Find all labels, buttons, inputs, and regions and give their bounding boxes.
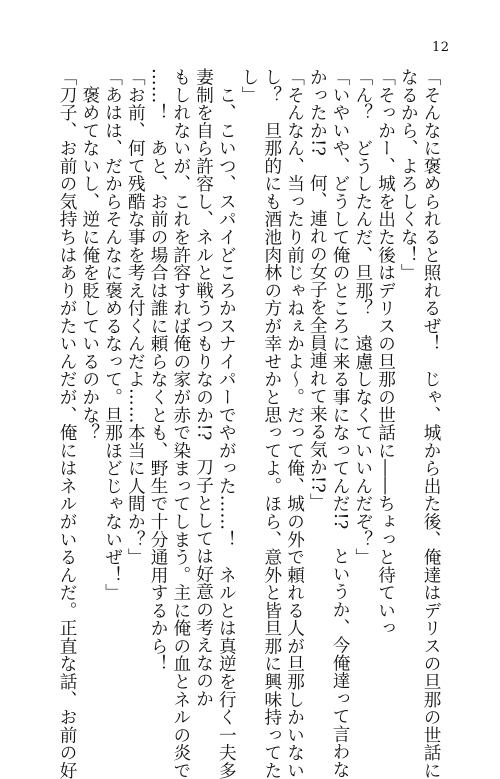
text-line: こ、こいつ、スパイどころかスナイパーでやがった……！ ネルとは真逆を行く一夫多	[216, 68, 237, 779]
page-number: 12	[432, 40, 450, 55]
text-line: 「そんなん、当ったり前じゃねぇかよ～。だって俺、城の外で頼れる人が旦那しかいない	[284, 68, 305, 779]
text-line: ……！ あと、お前の場合は誰に頼らなくとも、野生で十分通用するから！	[148, 68, 168, 673]
text-line: 「いやいや、どうして俺のところに来る事になってんだ!? というか、今俺達って言わな	[330, 68, 350, 779]
text-line: し」	[239, 68, 259, 104]
text-line: 「ん？ どうしたんだ、旦那？ 遠慮しなくていいんだぞ？」	[352, 68, 373, 566]
text-line: 「そっかー、城を出た後はデリスの旦那の世話に――ちょっと待ていっ	[375, 68, 396, 637]
text-line: なるから、よろしくな！」	[398, 68, 419, 282]
text-line: 「刀子、お前の気持ちはありがたいんだが、俺にはネルがいるんだ。正直な話、お前の好	[57, 68, 77, 779]
text-line: もしれないが、これを許容すれば俺の家が赤で染まってしまう。主に俺の血とネルの炎で	[170, 68, 191, 779]
text-line: 「あはは、だからそんなに褒めるなって。旦那ほどじゃないぜ！」	[102, 68, 123, 602]
text-line: し？ 旦那的にも酒池肉林の方が幸せかと思ってよ。ほら、意外と皆旦那に興味持ってた	[261, 68, 282, 779]
text-line: 妻制を自ら許容し、ネルと戦うつもりなのか!? 刀子としては好意の考えなのか	[193, 68, 214, 708]
vertical-text-body	[57, 68, 442, 779]
text-line: かったか!? 何、連れの女子を全員連れて来る気か!?」	[307, 68, 328, 511]
text-line: 「お前、何て残酷な事を考え付くんだよ……本当に人間か？」	[125, 68, 146, 566]
text-line: 「そんなに褒められると照れるぜ！ じゃ、城から出た後、俺達はデリスの旦那の世話に	[421, 68, 441, 779]
text-line: 褒めてないし、逆に俺を貶しているのかな？	[79, 68, 100, 442]
